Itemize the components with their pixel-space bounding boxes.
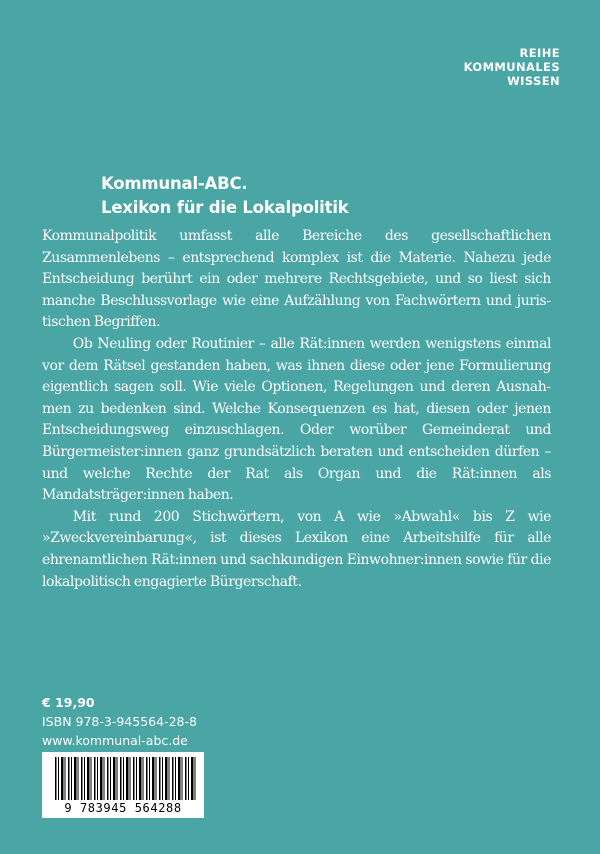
isbn: ISBN 978-3-945564-28-8 [42, 714, 197, 729]
barcode-digits: 9 783945 564288 [64, 801, 182, 815]
price: € 19,90 [42, 695, 95, 710]
book-title [101, 172, 349, 220]
series-line-2: KOMMUNALES [463, 60, 560, 74]
website-url: www.kommunal-abc.de [42, 733, 188, 748]
blurb-paragraph-1: Kommunalpolitik umfasst alle Bereiche des gesellschaftlichen Zusammenlebens – entsprechend komplex ist die Materie. Nahezu jede Entscheidung berührt ein oder mehrere Rechtsgebiete, und so liest sich manche Beschlussvorlage wie eine Aufzählung von Fachwörtern und juristischen Begriffen. [42, 228, 551, 331]
blurb-paragraph-3: Mit rund 200 Stichwörtern, von A wie »Abwahl« bis Z wie »Zweckvereinbarung«, ist dieses Lexikon eine Arbeitshilfe für alle ehrenamtlichen Rät:innen und sachkundigen Einwohner:innen sowie für die lokalpolitisch engagierte Bürgerschaft. [42, 508, 551, 590]
series-line-1: REIHE [519, 46, 560, 60]
book-title-line-1: Kommunal-ABC. [101, 174, 248, 193]
blurb-paragraph-2: Ob Neuling oder Routinier – alle Rät:innen werden wenigstens einmal vor dem Rätsel gestanden haben, was ihnen diese oder jene Formulierung eigentlich sagen soll. Wie viele Optionen, Regelungen und deren Ausnahmen zu bedenken sind. Welche Konsequenzen es hat, diesen oder jenen Entscheidungsweg einzuschlagen. Oder worüber Gemeinderat und Bürgermeister:innen ganz grundsätzlich beraten und entscheiden dürfen – und welche Rechte der Rat als Organ und die Rät:innen als Mandatsträger:innen haben. [42, 335, 551, 504]
book-title-line-2: Lexikon für die Lokalpolitik [101, 198, 349, 217]
book-info [42, 693, 197, 750]
barcode-bars [55, 757, 197, 800]
series-label [464, 46, 560, 88]
blurb-text [42, 226, 551, 593]
barcode [42, 752, 204, 818]
series-line-3: WISSEN [507, 74, 560, 88]
